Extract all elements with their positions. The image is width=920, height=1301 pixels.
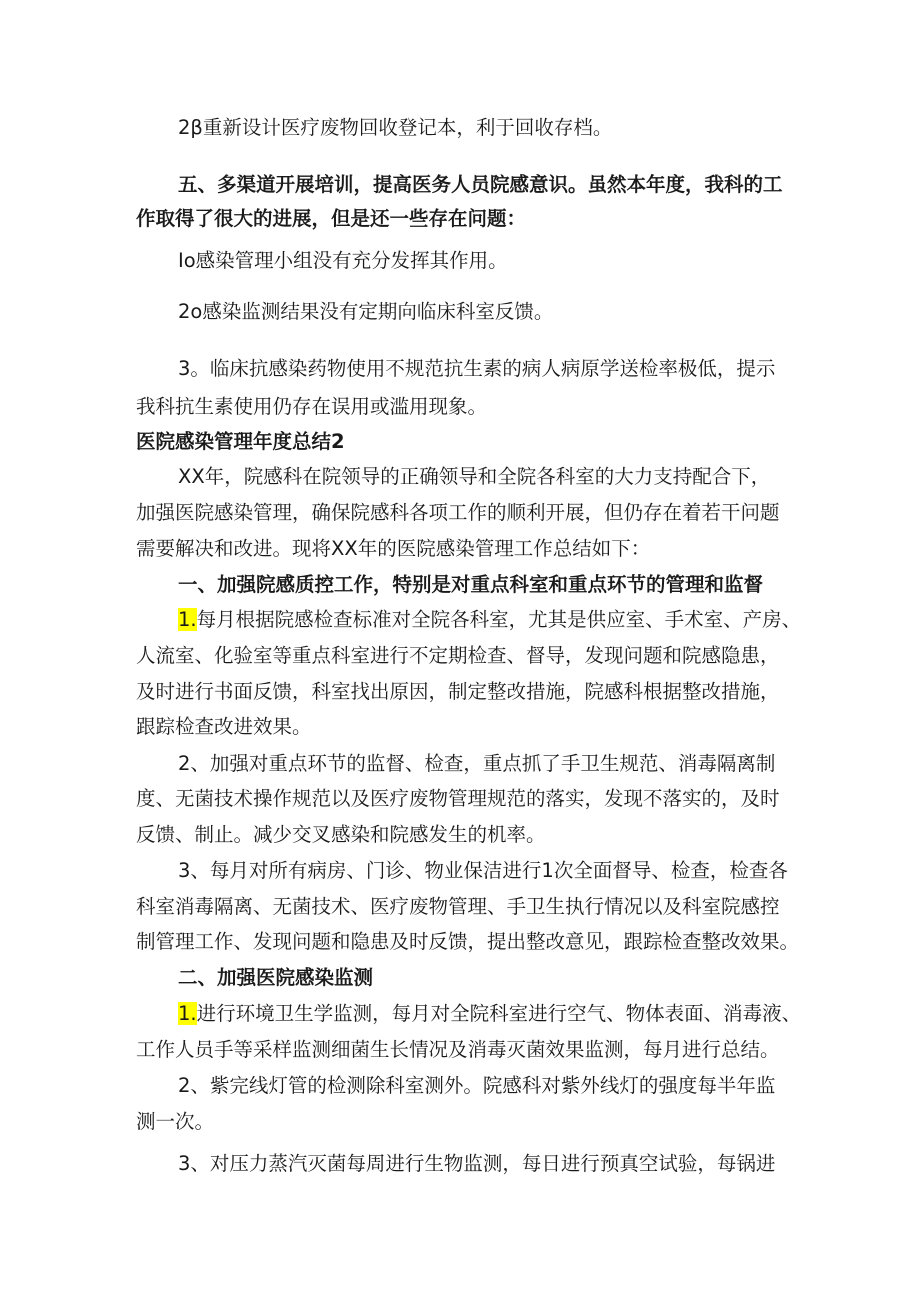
text-line: 需要解决和改进。现将XX年的医院感染管理工作总结如下： [136, 537, 651, 560]
text-line: Io感染管理小组没有充分发挥其作用。 [178, 249, 508, 272]
highlighted-number: 1. [178, 1002, 197, 1025]
text-line: 度、无菌技术操作规范以及医疗废物管理规范的落实，发现不落实的，及时 [136, 787, 780, 810]
section-heading: 二、加强医院感染监测 [178, 966, 374, 989]
text-line: 3、对压力蒸汽灭菌每周进行生物监测，每日进行预真空试验，每锅进 [178, 1152, 776, 1175]
text-line: 科室消毒隔离、无菌技术、医疗废物管理、手卫生执行情况以及科室院感控 [136, 895, 780, 918]
text-line: 制管理工作、发现问题和隐患及时反馈，提出整改意见，跟踪检查整改效果。 [136, 930, 800, 953]
text-line: 跟踪检查改进效果。 [136, 715, 312, 738]
text-line: 2、加强对重点环节的监督、检查，重点抓了手卫生规范、消毒隔离制 [178, 752, 776, 775]
text-line: 测一次。 [136, 1110, 215, 1133]
numbered-line [178, 1000, 801, 1028]
text-line: 加强医院感染管理，确保院感科各项工作的顺利开展，但仍存在着若干问题 [136, 501, 780, 524]
text-line: 2o感染监测结果没有定期向临床科室反馈。 [178, 300, 554, 323]
text-line: 3、每月对所有病房、门诊、物业保洁进行1次全面督导、检查，检查各 [178, 859, 788, 882]
text-line: 2β重新设计医疗废物回收登记本，利于回收存档。 [178, 116, 613, 139]
text-line: 人流室、化验室等重点科室进行不定期检查、督导，发现问题和院感隐患， [136, 644, 780, 667]
text-line: 3。临床抗感染药物使用不规范抗生素的病人病原学送检率极低，提示 [178, 357, 776, 380]
text-line: 工作人员手等采样监测细菌生长情况及消毒灭菌效果监测，每月进行总结。 [136, 1038, 780, 1061]
text-line: 2、紫完线灯管的检测除科室测外。院感科对紫外线灯的强度每半年监 [178, 1074, 776, 1097]
numbered-line [178, 606, 801, 634]
text-line: 及时进行书面反馈，科室找出原因，制定整改措施，院感科根据整改措施， [136, 680, 780, 703]
text-line: XX年，院感科在院领导的正确领导和全院各科室的大力支持配合下， [178, 465, 771, 488]
highlighted-number: 1. [178, 608, 197, 631]
text-line: 我科抗生素使用仍存在误用或滥用现象。 [136, 395, 488, 418]
text-line: 反馈、制止。减少交叉感染和院感发生的机率。 [136, 823, 546, 846]
line-text: 每月根据院感检查标准对全院各科室，尤其是供应室、手术室、产房、 [196, 608, 802, 631]
section-heading: 五、多渠道开展培训，提高医务人员院感意识。虽然本年度，我科的工 [178, 173, 783, 196]
line-text: 进行环境卫生学监测，每月对全院科室进行空气、物体表面、消毒液、 [196, 1002, 802, 1025]
section-heading: 一、加强院感质控工作，特别是对重点科室和重点环节的管理和监督 [178, 573, 764, 596]
doc-title: 医院感染管理年度总结2 [136, 430, 345, 453]
section-heading-cont: 作取得了很大的进展，但是还一些存在问题： [136, 207, 527, 230]
